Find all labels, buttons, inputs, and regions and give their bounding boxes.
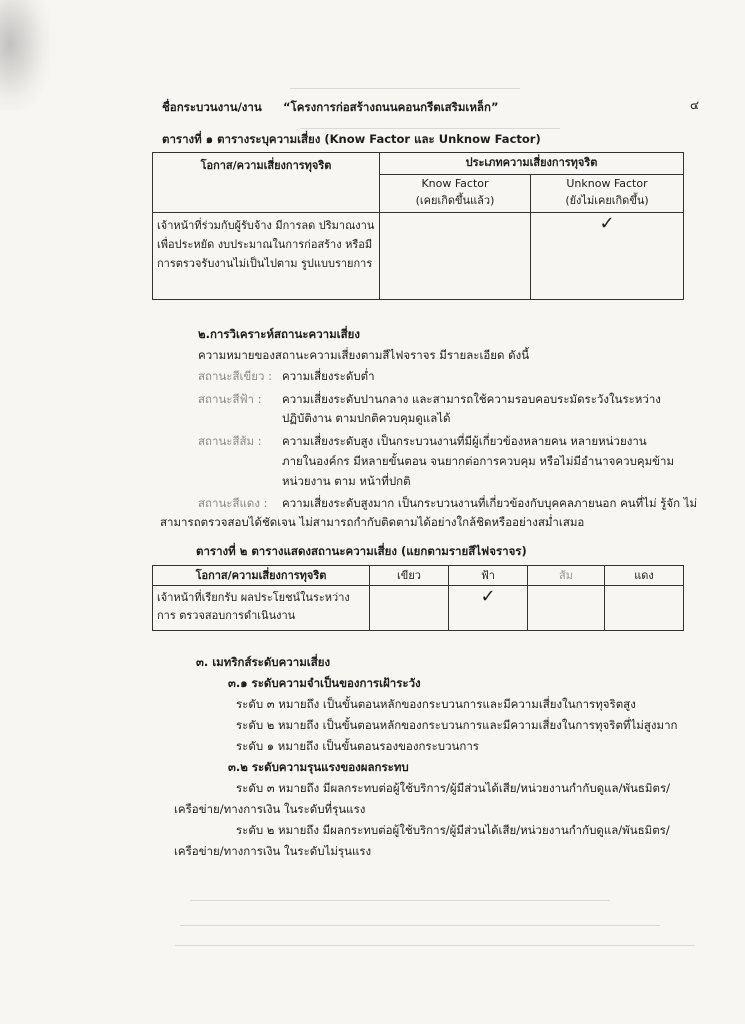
table2-row-orange <box>528 586 605 631</box>
red-status-text-1: ความเสี่ยงระดับสูงมาก เป็นกระบวนงานที่เกี่ยวข้องกับบุคคลภายนอก คนที่ไม่ รู้จัก ไม่ <box>282 496 698 510</box>
table2-row-red <box>605 586 684 631</box>
table2-header-risk: โอกาส/ความเสี่ยงการทุจริต <box>153 566 370 586</box>
table1-row-known <box>380 213 531 300</box>
bleed-line <box>190 900 610 901</box>
bleed-line <box>290 88 520 89</box>
check-mark-icon: ✓ <box>449 586 528 631</box>
yellow-status-text-2: ปฏิบัติงาน ตามปกติควบคุมดูแลได้ <box>282 411 451 425</box>
orange-status-text-2: ภายในองค์กร มีหลายขั้นตอน จนยากต่อการควบคุม หรือไม่มีอำนาจควบคุมข้าม <box>282 454 675 468</box>
known-factor-title: Know Factor <box>421 176 489 190</box>
surveillance-level-2: ระดับ ๒ หมายถึง เป็นขั้นตอนหลักของกระบวนการและมีความเสี่ยงในการทุจริตที่ไม่สูงมาก <box>236 718 678 732</box>
table1-row-risk: เจ้าหน้าที่ร่วมกับผู้รับจ้าง มีการลด ปริมาณงาน เพื่อประหยัด งบประมาณในการก่อสร้าง หรือมี การตรวจรับงานไม่เป็นไปตาม รูปแบบรายการ <box>153 213 380 300</box>
unknown-factor-subtitle: (ยังไม่เคยเกิดขึ้น) <box>565 193 649 207</box>
scan-smudge <box>0 0 50 110</box>
check-mark-icon: ✓ <box>531 213 684 300</box>
table1-header-type: ประเภทความเสี่ยงการทุจริต <box>380 153 684 175</box>
table-row <box>153 213 684 300</box>
impact-level-3-line1: ระดับ ๓ หมายถึง มีผลกระทบต่อผู้ใช้บริการ/ผู้มีส่วนได้เสีย/หน่วยงานกำกับดูแล/พันธมิตร/ <box>236 781 671 795</box>
yellow-status-text-1: ความเสี่ยงระดับปานกลาง และสามารถใช้ความรอบคอบระมัดระวังในระหว่าง <box>282 392 661 406</box>
surveillance-level-3: ระดับ ๓ หมายถึง เป็นขั้นตอนหลักของกระบวนการและมีความเสี่ยงในการทุจริตสูง <box>236 697 636 711</box>
process-name: “โครงการก่อสร้างถนนคอนกรีตเสริมเหล็ก” <box>283 100 499 114</box>
table2-header-green: เขียว <box>370 566 449 586</box>
table1-header-risk: โอกาส/ความเสี่ยงการทุจริต <box>153 153 380 213</box>
table2-header-red: แดง <box>605 566 684 586</box>
table2-header-yellow: ฟ้า <box>449 566 528 586</box>
impact-level-2-line1: ระดับ ๒ หมายถึง มีผลกระทบต่อผู้ใช้บริการ/ผู้มีส่วนได้เสีย/หน่วยงานกำกับดูแล/พันธมิตร/ <box>236 823 670 837</box>
risk-identification-table <box>152 152 684 300</box>
table2-row-green <box>370 586 449 631</box>
green-status-label: สถานะสีเขียว : <box>198 369 273 383</box>
unknown-factor-title: Unknow Factor <box>566 176 648 190</box>
table2-header-orange: ส้ม <box>528 566 605 586</box>
section3-sub2: ๓.๒ ระดับความรุนแรงของผลกระทบ <box>228 760 409 774</box>
table2-row-risk: เจ้าหน้าที่เรียกรับ ผลประโยชน์ในระหว่างการ ตรวจสอบการดำเนินงาน <box>153 586 370 631</box>
red-status-text-2: สามารถตรวจสอบได้ชัดเจน ไม่สามารถกำกับติดตามได้อย่างใกล้ชิดหรืออย่างสม่ำเสมอ <box>160 515 585 529</box>
bleed-line <box>300 128 560 129</box>
section2-heading: ๒.การวิเคราะห์สถานะความเสี่ยง <box>198 327 360 341</box>
orange-status-text-3: หน่วยงาน ตาม หน้าที่ปกติ <box>282 474 411 488</box>
orange-status-text-1: ความเสี่ยงระดับสูง เป็นกระบวนงานที่มีผู้เกี่ยวข้องหลายคน หลายหน่วยงาน <box>282 434 647 448</box>
impact-level-2-line2: เครือข่าย/ทางการเงิน ในระดับไม่รุนแรง <box>174 844 372 858</box>
table1-header-unknown <box>531 174 684 212</box>
page-number: ๔ <box>690 98 700 112</box>
section3-heading: ๓. เมทริกส์ระดับความเสี่ยง <box>196 655 331 669</box>
bleed-line <box>180 925 660 926</box>
yellow-status-label: สถานะสีฟ้า : <box>198 392 262 406</box>
process-label: ชื่อกระบวนงาน/งาน <box>162 100 262 114</box>
orange-status-label: สถานะสีส้ม : <box>198 434 262 448</box>
table1-caption: ตารางที่ ๑ ตารางระบุความเสี่ยง (Know Factor และ Unknow Factor) <box>162 132 541 146</box>
section2-intro: ความหมายของสถานะความเสี่ยงตามสีไฟจราจร มีรายละเอียด ดังนี้ <box>198 348 530 362</box>
green-status-text: ความเสี่ยงระดับต่ำ <box>282 369 375 383</box>
section3-sub1: ๓.๑ ระดับความจำเป็นของการเฝ้าระวัง <box>228 676 421 690</box>
table2-caption: ตารางที่ ๒ ตารางแสดงสถานะความเสี่ยง (แยกตามรายสีไฟจราจร) <box>196 544 527 558</box>
risk-status-table <box>152 565 684 631</box>
table-row <box>153 586 684 631</box>
impact-level-3-line2: เครือข่าย/ทางการเงิน ในระดับที่รุนแรง <box>174 802 366 816</box>
red-status-label: สถานะสีแดง : <box>198 496 268 510</box>
surveillance-level-1: ระดับ ๑ หมายถึง เป็นขั้นตอนรองของกระบวนการ <box>236 739 479 753</box>
known-factor-subtitle: (เคยเกิดขึ้นแล้ว) <box>415 193 495 207</box>
bleed-line <box>175 945 695 946</box>
table1-header-known <box>380 174 531 212</box>
